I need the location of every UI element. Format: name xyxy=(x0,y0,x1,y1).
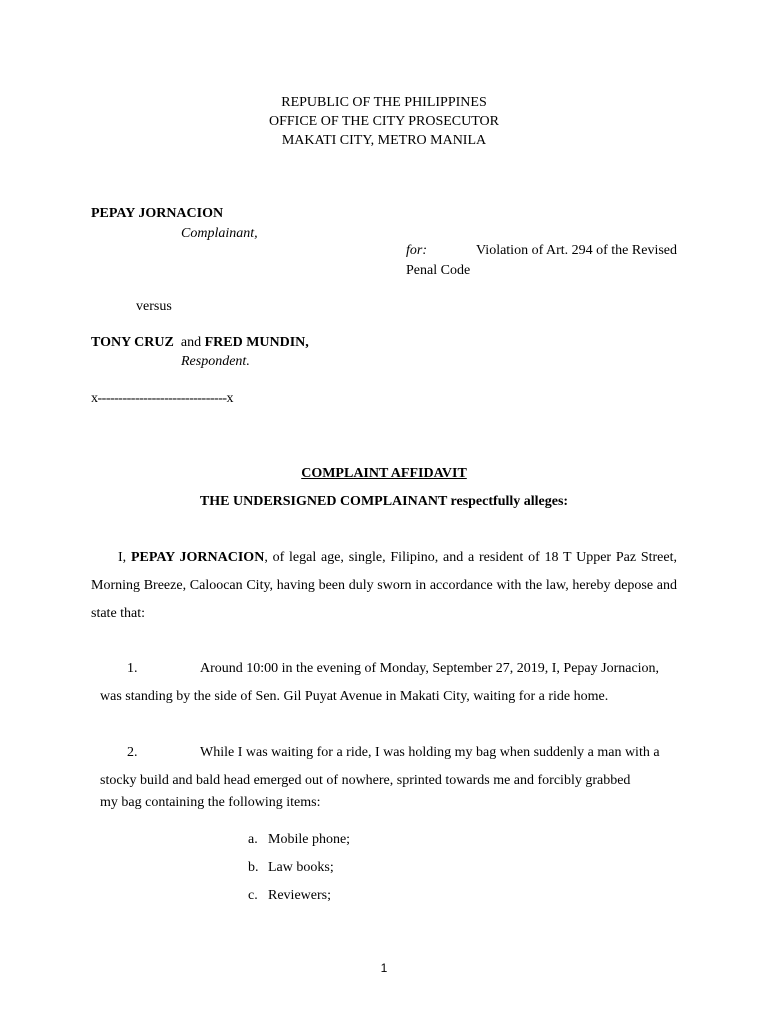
and-text: and xyxy=(180,335,202,350)
intro-name: PEPAY JORNACION xyxy=(130,550,265,565)
header-office: OFFICE OF THE CITY PROSECUTOR xyxy=(268,114,499,129)
page-number: 1 xyxy=(380,961,388,975)
list-item: b. Law books; xyxy=(248,860,334,875)
intro-paragraph xyxy=(91,544,677,628)
caption-separator: x-------------------------------x xyxy=(91,391,234,406)
paragraph-2-first-line: While I was waiting for a ride, I was holding my bag when suddenly a man with a xyxy=(200,745,660,760)
complainant-name: PEPAY JORNACION xyxy=(91,206,224,221)
header-republic: REPUBLIC OF THE PHILIPPINES xyxy=(281,95,487,110)
paragraph-1-first-line: Around 10:00 in the evening of Monday, September 27, 2019, I, Pepay Jornacion, xyxy=(200,661,660,676)
respondent-1: TONY CRUZ xyxy=(91,335,174,350)
paragraph-2-number: 2. xyxy=(127,745,138,760)
paragraph-2-line-2: stocky build and bald head emerged out of nowhere, sprinted towards me and forcibly grabbed xyxy=(100,773,631,788)
document-title: COMPLAINT AFFIDAVIT xyxy=(301,466,467,481)
paragraph-1-number: 1. xyxy=(127,661,138,676)
list-item: c. Reviewers; xyxy=(248,888,331,903)
respondent-role: Respondent. xyxy=(181,354,250,369)
paragraph-1 xyxy=(100,661,678,705)
versus-text: versus xyxy=(136,299,172,314)
complainant-role: Complainant, xyxy=(181,226,258,241)
document-subtitle: THE UNDERSIGNED COMPLAINANT respectfully alleges: xyxy=(199,494,569,509)
list-item: a. Mobile phone; xyxy=(248,832,351,847)
paragraph-2-line-3: my bag containing the following items: xyxy=(100,795,321,810)
respondent-2: FRED MUNDIN, xyxy=(204,335,309,350)
charge-line-2: Penal Code xyxy=(406,263,471,278)
paragraph-2 xyxy=(100,745,678,811)
charge-block xyxy=(406,243,677,279)
respondents-line xyxy=(91,335,309,351)
header-city: MAKATI CITY, METRO MANILA xyxy=(281,133,487,148)
for-label: for: xyxy=(406,243,427,258)
paragraph-1-rest: was standing by the side of Sen. Gil Puyat Avenue in Makati City, waiting for a ride home. xyxy=(100,689,609,704)
charge-line-1: Violation of Art. 294 of the Revised xyxy=(476,243,677,258)
intro-prefix: I, xyxy=(118,550,131,565)
intro-text: , of legal age, single, Filipino, and a resident of 18 T Upper Paz Street, Morning Breeze, Caloocan City, having been duly sworn in accordance with the law, hereby depose and state that: xyxy=(91,550,677,621)
